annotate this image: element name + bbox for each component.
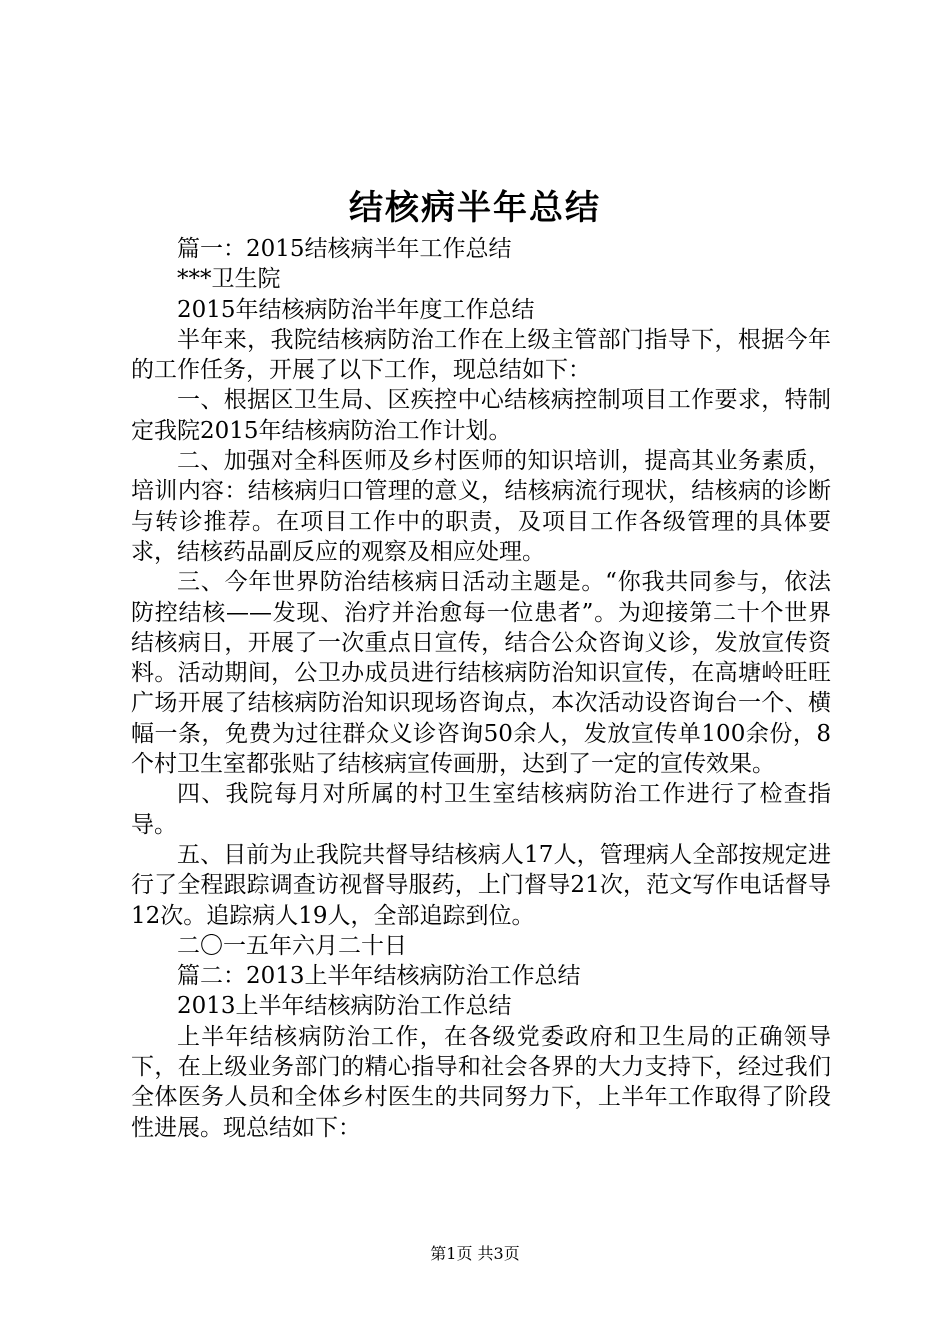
- paragraph: 五、目前为止我院共督导结核病人17人，管理病人全部按规定进行了全程跟踪调查访视督导服药，上门督导21次，范文写作电话督导12次。追踪病人19人，全部追踪到位。: [131, 841, 831, 929]
- paragraph: 半年来，我院结核病防治工作在上级主管部门指导下，根据今年的工作任务，开展了以下工作，现总结如下：: [131, 326, 831, 384]
- paragraph: 三、今年世界防治结核病日活动主题是。“你我共同参与，依法防控结核——发现、治疗并治愈每一位患者”。为迎接第二十个世界结核病日，开展了一次重点日宣传，结合公众咨询义诊，发放宣传资料。活动期间，公卫办成员进行结核病防治知识宣传，在高塘岭旺旺广场开展了结核病防治知识现场咨询点，本次活动设咨询台一个、横幅一条，免费为过往群众义诊咨询50余人，发放宣传单100余份，8个村卫生室都张贴了结核病宣传画册，达到了一定的宣传效果。: [131, 569, 831, 778]
- paragraph: ***卫生院: [177, 266, 281, 293]
- paragraph: 上半年结核病防治工作，在各级党委政府和卫生局的正确领导下，在上级业务部门的精心指导和社会各界的大力支持下，经过我们全体医务人员和全体乡村医生的共同努力下，上半年工作取得了阶段性进展。现总结如下：: [131, 1023, 831, 1141]
- paragraph: 篇一：2015结核病半年工作总结: [177, 236, 512, 262]
- paragraph: 2015年结核病防治半年度工作总结: [177, 296, 535, 323]
- paragraph: 二、加强对全科医师及乡村医师的知识培训，提高其业务素质，培训内容：结核病归口管理的意义，结核病流行现状，结核病的诊断与转诊推荐。在项目工作中的职责，及项目工作各级管理的具体要求，结核药品副反应的观察及相应处理。: [131, 448, 831, 565]
- paragraph: 篇二：2013上半年结核病防治工作总结: [177, 963, 581, 990]
- paragraph: 2013上半年结核病防治工作总结: [177, 993, 512, 1020]
- page-footer: 第1页 共3页: [430, 1244, 520, 1263]
- document-body: [131, 234, 831, 1143]
- paragraph: 一、根据区卫生局、区疾控中心结核病控制项目工作要求，特制定我院2015年结核病防治工作计划。: [131, 387, 831, 444]
- document-title: 结核病半年总结: [349, 188, 601, 228]
- paragraph: 四、我院每月对所属的村卫生室结核病防治工作进行了检查指导。: [131, 781, 831, 838]
- paragraph: 二〇一五年六月二十日: [177, 932, 407, 959]
